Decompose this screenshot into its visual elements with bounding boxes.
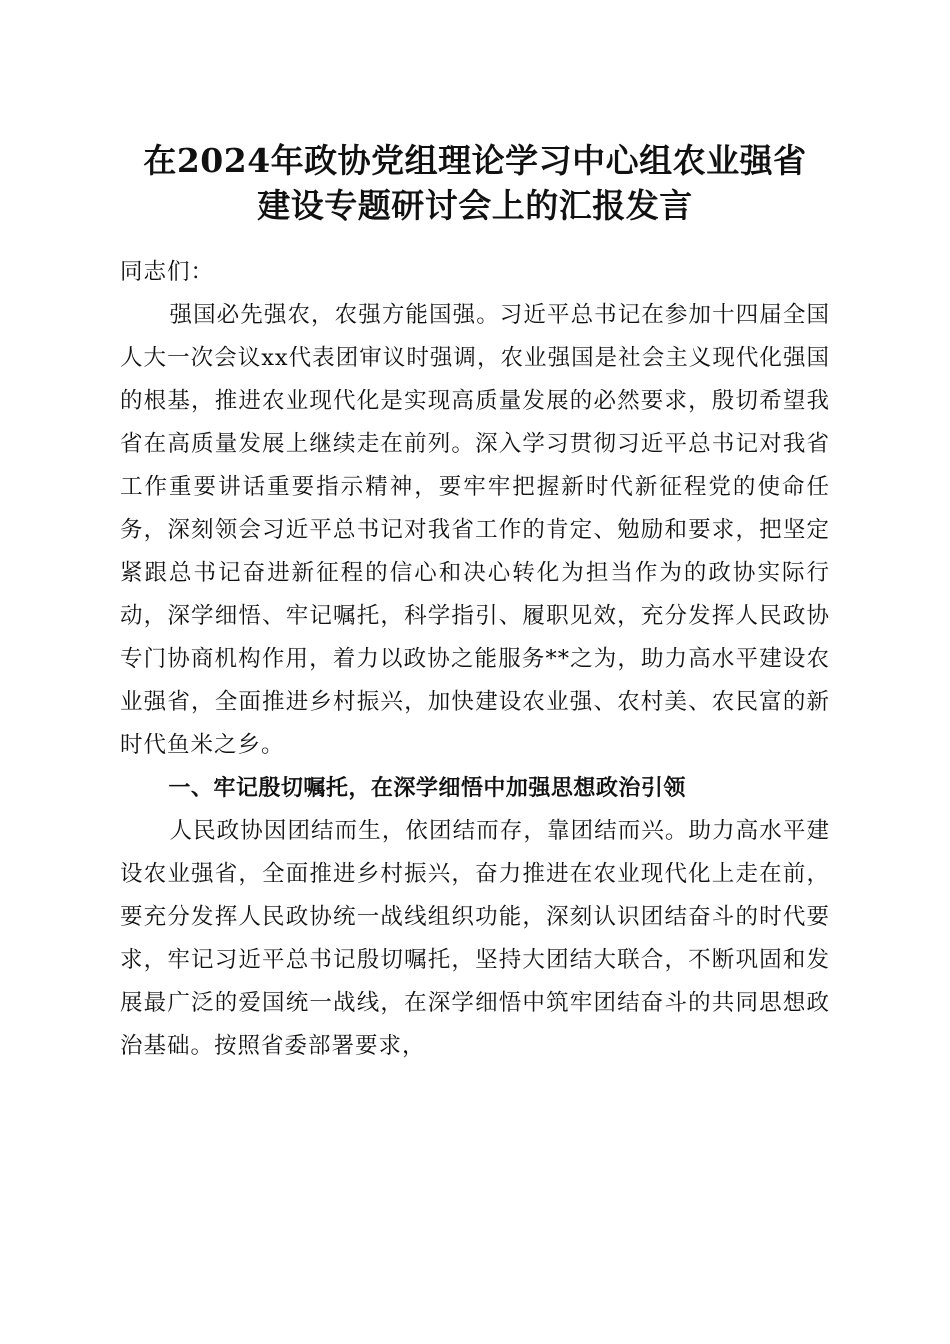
document-body bbox=[120, 251, 830, 1068]
paragraph-1: 强国必先强农，农强方能国强。习近平总书记在参加十四届全国人大一次会议xx代表团审议时强调，农业强国是社会主义现代化强国的根基，推进农业现代化是实现高质量发展的必然要求，殷切希望我省在高质量发展上继续走在前列。深入学习贯彻习近平总书记对我省工作重要讲话重要指示精神，要牢牢把握新时代新征程党的使命任务，深刻领会习近平总书记对我省工作的肯定、勉励和要求，把坚定紧跟总书记奋进新征程的信心和决心转化为担当作为的政协实际行动，深学细悟、牢记嘱托，科学指引、履职见效，充分发挥人民政协专门协商机构作用，着力以政协之能服务**之为，助力高水平建设农业强省，全面推进乡村振兴，加快建设农业强、农村美、农民富的新时代鱼米之乡。 bbox=[120, 302, 830, 758]
section-heading-1: 一、牢记殷切嘱托，在深学细悟中加强思想政治引领 bbox=[168, 776, 686, 801]
greeting: 同志们： bbox=[120, 259, 215, 285]
document-title-line-1: 在2024年政协党组理论学习中心组农业强省 bbox=[143, 141, 807, 180]
document-title-line-2: 建设专题研讨会上的汇报发言 bbox=[257, 186, 693, 225]
paragraph-2: 人民政协因团结而生，依团结而存，靠团结而兴。助力高水平建设农业强省，全面推进乡村振兴，奋力推进在农业现代化上走在前，要充分发挥人民政协统一战线组织功能，深刻认识团结奋斗的时代要求，牢记习近平总书记殷切嘱托，坚持大团结大联合，不断巩固和发展最广泛的爱国统一战线，在深学细悟中筑牢团结奋斗的共同思想政治基础。按照省委部署要求， bbox=[120, 818, 830, 1059]
